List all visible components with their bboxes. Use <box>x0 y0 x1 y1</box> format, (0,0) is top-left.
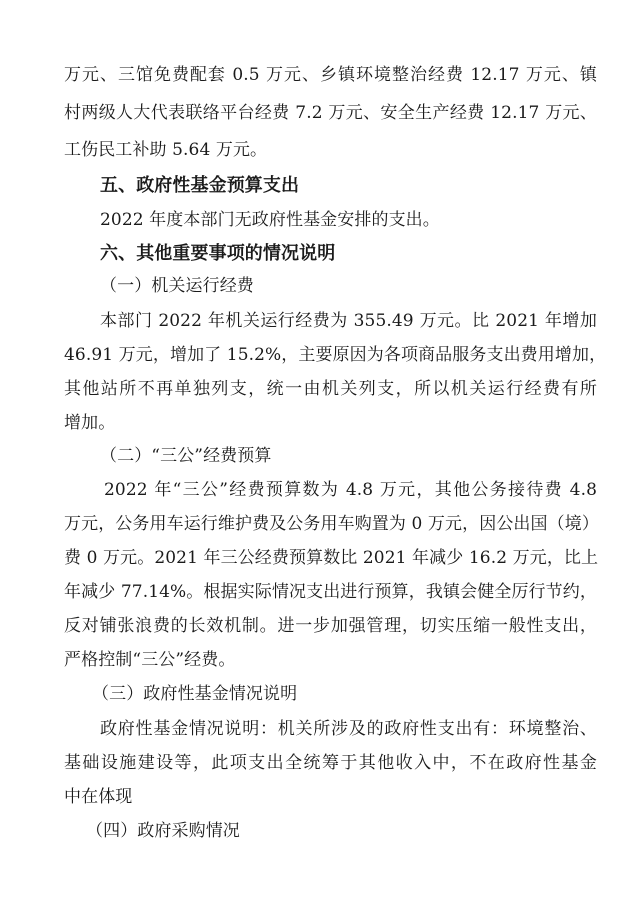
text-line: 46.91 万元，增加了 15.2%，主要原因为各项商品服务支出费用增加， <box>64 345 607 365</box>
text-line: 村两级人大代表联络平台经费 7.2 万元、安全生产经费 12.17 万元、 <box>64 103 597 123</box>
subheading-government-procurement: （四）政府采购情况 <box>86 821 240 841</box>
text-line: 中在体现 <box>64 787 133 807</box>
text-line: 政府性基金情况说明：机关所涉及的政府性支出有：环境整治、 <box>100 719 597 739</box>
text-line: 严格控制“三公”经费。 <box>64 650 236 670</box>
text-line: 年减少 77.14%。根据实际情况支出进行预算，我镇会健全厉行节约， <box>64 582 597 602</box>
text-line: 基础设施建设等，此项支出全统筹于其他收入中，不在政府性基金 <box>64 753 597 773</box>
subheading-operating-expenses: （一）机关运行经费 <box>100 276 254 296</box>
text-line: 其他站所不再单独列支，统一由机关列支，所以机关运行经费有所 <box>64 379 597 399</box>
text-line: 万元，公务用车运行维护费及公务用车购置为 0 万元，因公出国（境） <box>64 514 599 534</box>
subheading-three-public-budget: （二）“三公”经费预算 <box>100 446 272 466</box>
text-line: 工伤民工补助 5.64 万元。 <box>64 140 268 160</box>
section-heading-other-matters: 六、其他重要事项的情况说明 <box>100 243 336 264</box>
text-line: 本部门 2022 年机关运行经费为 355.49 万元。比 2021 年增加 <box>100 311 597 331</box>
text-line: 反对铺张浪费的长效机制。进一步加强管理，切实压缩一般性支出， <box>64 616 597 636</box>
text-line: 2022 年“三公”经费预算数为 4.8 万元，其他公务接待费 4.8 <box>104 480 597 500</box>
text-line: 万元、三馆免费配套 0.5 万元、乡镇环境整治经费 12.17 万元、镇 <box>64 65 597 85</box>
text-line: 费 0 万元。2021 年三公经费预算数比 2021 年减少 16.2 万元，比上 <box>64 548 599 568</box>
text-line: 增加。 <box>64 413 116 433</box>
section-heading-government-fund-budget: 五、政府性基金预算支出 <box>100 175 300 196</box>
subheading-government-fund-explanation: （三）政府性基金情况说明 <box>92 684 298 704</box>
paragraph-no-government-fund: 2022 年度本部门无政府性基金安排的支出。 <box>100 210 440 230</box>
